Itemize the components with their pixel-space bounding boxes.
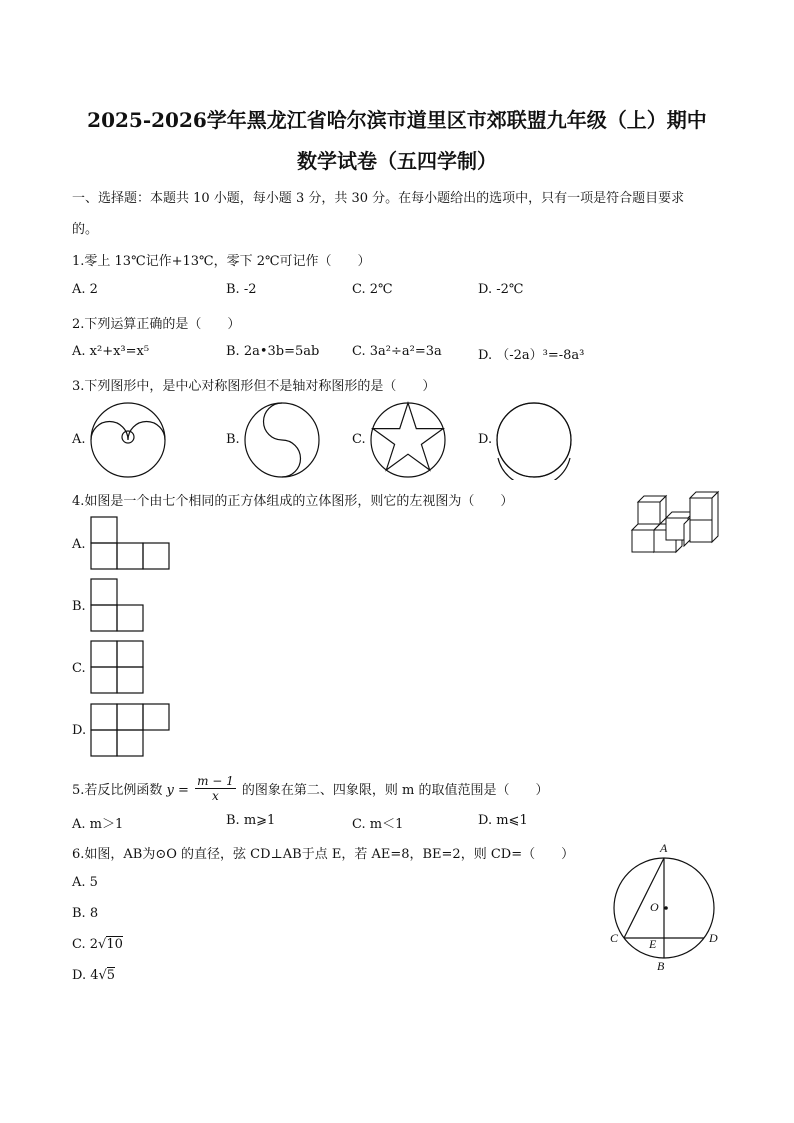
q3-figure-d	[494, 400, 574, 480]
q4-solid-figure	[628, 488, 728, 560]
q3-figure-a	[88, 400, 168, 480]
q6-option-b: B. 8	[72, 906, 99, 921]
sqrt-icon: √	[98, 937, 107, 952]
title-line-2: 数学试卷（五四学制）	[297, 149, 497, 173]
q5-y: y =	[166, 783, 189, 798]
q4-figure-c	[90, 640, 144, 694]
q4-option-b-label: B.	[72, 599, 86, 614]
q6-label-a: A	[660, 841, 668, 855]
q3-option-d-label: D.	[478, 432, 493, 447]
q6-option-d-radicand: 5	[106, 968, 116, 983]
q6-option-d-coef: D. 4	[72, 968, 99, 983]
section-instruction-2: 的。	[72, 222, 99, 237]
q3-figure-c	[368, 400, 448, 480]
q6-label-c: C	[610, 931, 619, 945]
q4-figure-d	[90, 703, 170, 757]
title-line-1: 2025-2026学年黑龙江省哈尔滨市道里区市郊联盟九年级（上）期中	[87, 108, 707, 132]
q5-numerator: m − 1	[197, 774, 234, 788]
q1-option-d: D. -2℃	[478, 282, 524, 297]
q4-stem: 4.如图是一个由七个相同的正方体组成的立体图形，则它的左视图为（ ）	[72, 494, 514, 509]
q5-stem-post: 的图象在第二、四象限，则 m 的取值范围是（ ）	[241, 783, 549, 798]
q5-option-c: C. m＜1	[352, 817, 404, 832]
q3-option-c-label: C.	[352, 432, 366, 447]
q5-option-b: B. m⩾1	[226, 813, 276, 828]
q5-stem-pre: 5.若反比例函数	[72, 783, 163, 798]
q4-figure-a	[90, 516, 170, 570]
q5-fraction	[195, 774, 236, 803]
q4-option-d-label: D.	[72, 723, 87, 738]
q2-option-a: A. x²+x³=x⁵	[72, 344, 150, 359]
q3-option-a-label: A.	[72, 432, 86, 447]
q5-option-d: D. m⩽1	[478, 813, 528, 828]
q4-figure-b	[90, 578, 144, 632]
q6-option-a: A. 5	[72, 875, 98, 890]
q4-option-a-label: A.	[72, 537, 86, 552]
q2-option-b: B. 2a•3b=5ab	[226, 344, 320, 359]
q2-stem: 2.下列运算正确的是（ ）	[72, 317, 241, 332]
q6-label-b: B	[657, 959, 665, 973]
q5-denominator: x	[212, 789, 219, 803]
q3-option-b-label: B.	[226, 432, 240, 447]
q1-option-a: A. 2	[72, 282, 98, 297]
q1-option-c: C. 2℃	[352, 282, 393, 297]
q6-option-d	[72, 968, 115, 983]
q3-stem: 3.下列图形中，是中心对称图形但不是轴对称图形的是（ ）	[72, 379, 436, 394]
q6-option-c-radicand: 10	[106, 937, 123, 952]
q1-option-b: B. -2	[226, 282, 257, 297]
q6-label-o: O	[650, 900, 659, 914]
q1-stem: 1.零上 13℃记作+13℃，零下 2℃可记作（ ）	[72, 254, 371, 269]
q4-option-c-label: C.	[72, 661, 86, 676]
q6-stem: 6.如图，AB为⊙O 的直径，弦 CD⊥AB于点 E，若 AE=8，BE=2，则 CD=（ ）	[72, 847, 575, 862]
q2-option-d: D. （-2a）³=-8a³	[478, 348, 585, 363]
q6-label-e: E	[649, 937, 657, 951]
sqrt-icon: √	[98, 968, 107, 983]
q6-circle-figure	[604, 838, 734, 978]
q6-option-c-coef: C. 2	[72, 937, 99, 952]
section-instruction-1: 一、选择题：本题共 10 小题，每小题 3 分，共 30 分。在每小题给出的选项中，只有一项是符合题目要求	[72, 191, 685, 206]
q2-option-c: C. 3a²÷a²=3a	[352, 344, 442, 359]
q6-option-c	[72, 937, 123, 952]
q3-figure-b	[242, 400, 322, 480]
q5-stem	[72, 776, 549, 805]
q6-label-d: D	[709, 931, 718, 945]
q5-option-a: A. m＞1	[72, 817, 124, 832]
